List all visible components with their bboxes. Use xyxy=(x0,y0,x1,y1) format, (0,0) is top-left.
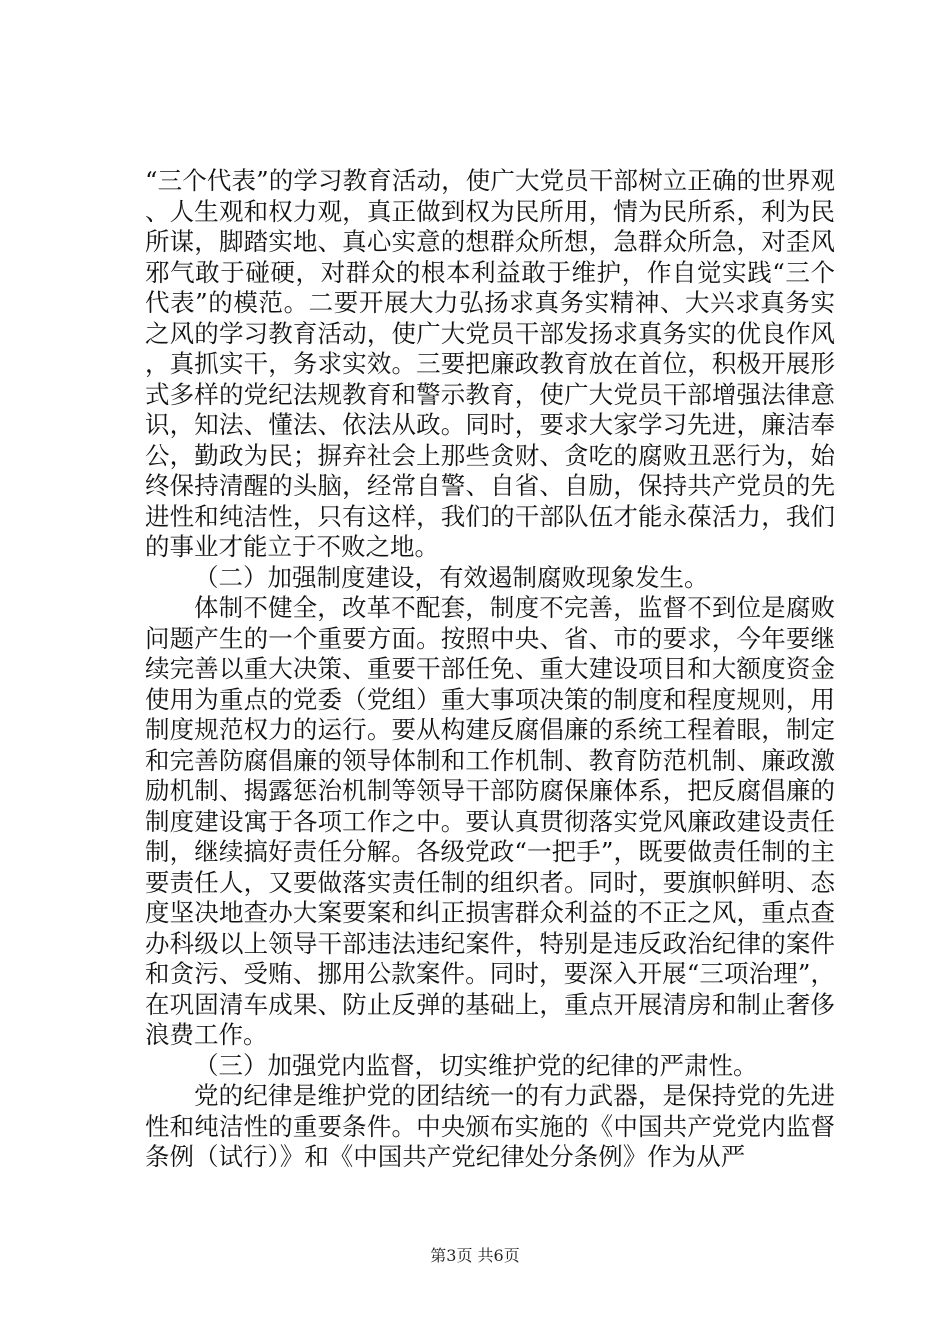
section-heading-2: （二）加强制度建设，有效遏制腐败现象发生。 xyxy=(194,562,709,592)
document-body xyxy=(145,166,835,1173)
paragraph-party-discipline: 党的纪律是维护党的团结统一的有力武器，是保持党的先进性和纯洁性的重要条件。中央颁布实施的《中国共产党党内监督条例（试行）》和《中国共产党纪律处分条例》作为从严 xyxy=(145,1081,835,1171)
page-number-footer: 第3页 共6页 xyxy=(430,1246,520,1265)
paragraph-continuation: “三个代表”的学习教育活动，使广大党员干部树立正确的世界观、人生观和权力观，真正做到权为民所用，情为民所系，利为民所谋，脚踏实地、真心实意的想群众所想，急群众所急，对歪风邪气敢于碰硬，对群众的根本利益敢于维护，作自觉实践“三个代表”的模范。二要开展大力弘扬求真务实精神、大兴求真务实之风的学习教育活动，使广大党员干部发扬求真务实的优良作风，真抓实干，务求实效。三要把廉政教育放在首位，积极开展形式多样的党纪法规教育和警示教育，使广大党员干部增强法律意识，知法、懂法、依法从政。同时，要求大家学习先进，廉洁奉公，勤政为民；摒弃社会上那些贪财、贪吃的腐败丑恶行为，始终保持清醒的头脑，经常自警、自省、自励，保持共产党员的先进性和纯洁性，只有这样，我们的干部队伍才能永葆活力，我们的事业才能立于不败之地。 xyxy=(145,166,835,561)
paragraph-institution-building: 体制不健全，改革不配套，制度不完善，监督不到位是腐败问题产生的一个重要方面。按照中央、省、市的要求，今年要继续完善以重大决策、重要干部任免、重大建设项目和大额度资金使用为重点的党委（党组）重大事项决策的制度和程度规则，用制度规范权力的运行。要从构建反腐倡廉的系统工程着眼，制定和完善防腐倡廉的领导体制和工作机制、教育防范机制、廉政激励机制、揭露惩治机制等领导干部防腐保廉体系，把反腐倡廉的制度建设寓于各项工作之中。要认真贯彻落实党风廉政建设责任制，继续搞好责任分解。各级党政“一把手”，既要做责任制的主要责任人，又要做落实责任制的组织者。同时，要旗帜鲜明、态度坚决地查办大案要案和纠正损害群众利益的不正之风，重点查办科级以上领导干部违法违纪案件，特别是违反政治纪律的案件和贪污、受贿、挪用公款案件。同时，要深入开展“三项治理”，在巩固清车成果、防止反弹的基础上，重点开展清房和制止奢侈浪费工作。 xyxy=(145,593,835,1049)
section-heading-3: （三）加强党内监督，切实维护党的纪律的严肃性。 xyxy=(194,1050,758,1080)
